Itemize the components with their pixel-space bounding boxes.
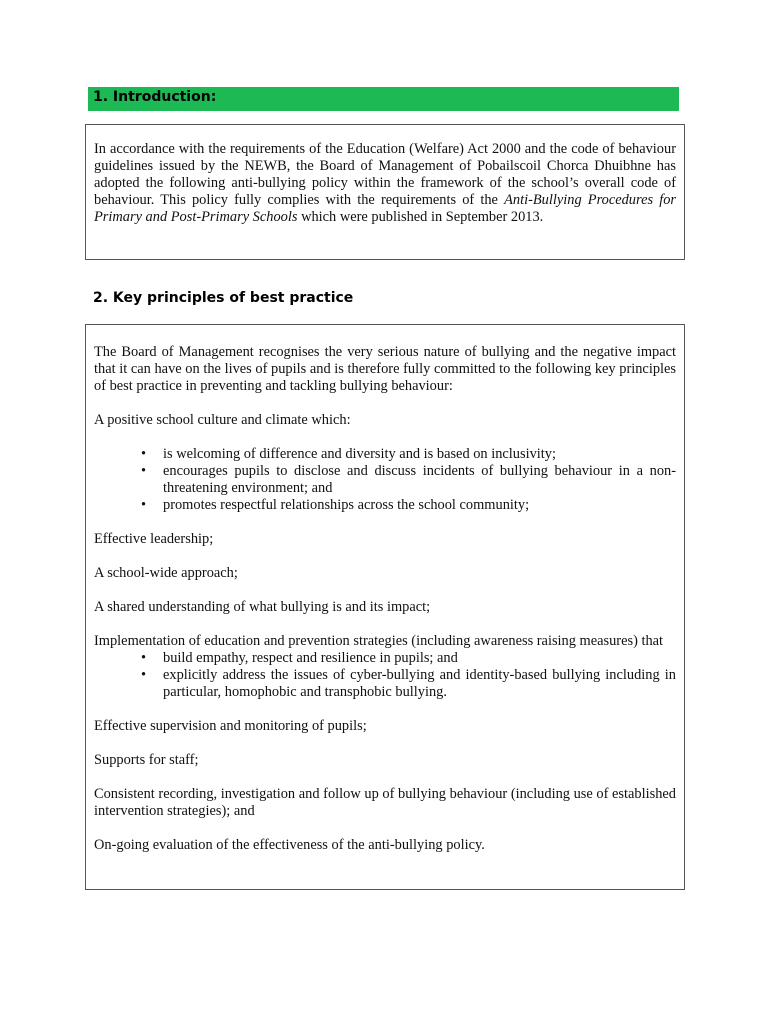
list-item: • explicitly address the issues of cyber-bullying and identity-based bullying including in particular, homophobic and transphobic bullying. <box>94 667 676 701</box>
implementation-list <box>94 650 676 701</box>
procedures-title: Anti-Bullying Procedures for Primary and Post-Primary Schools <box>94 192 676 225</box>
introduction-text-part2: which were published in September 2013. <box>301 209 544 225</box>
key-principles-intro: The Board of Management recognises the very serious nature of bullying and the negative impact that it can have on the lives of pupils and is therefore fully committed to the following key principles of best practice in preventing and tackling bullying behaviour: <box>94 344 676 394</box>
principle-recording: Consistent recording, investigation and follow up of bullying behaviour (including use of established intervention strategies); and <box>94 786 676 819</box>
introduction-box <box>85 124 685 260</box>
introduction-paragraph <box>94 141 676 226</box>
principle-leadership: Effective leadership; <box>94 531 214 547</box>
list-item: • promotes respectful relationships across the school community; <box>94 497 676 514</box>
list-item: • encourages pupils to disclose and discuss incidents of bullying behaviour in a non-threatening environment; and <box>94 463 676 497</box>
principle-evaluation: On-going evaluation of the effectiveness of the anti-bullying policy. <box>94 837 485 853</box>
list-item: • is welcoming of difference and diversity and is based on inclusivity; <box>94 446 676 463</box>
key-principles-box <box>85 324 685 890</box>
principle-shared-understanding: A shared understanding of what bullying is and its impact; <box>94 599 431 615</box>
section-1-heading: 1. Introduction: <box>88 87 679 111</box>
principle-school-wide: A school-wide approach; <box>94 565 238 581</box>
introduction-text-part1: In accordance with the requirements of the Education (Welfare) Act 2000 and the code of behaviour guidelines issued by the NEWB, the Board of Management of Pobailscoil Chorca Dhuibhne has adopted the following anti-bullying policy within the framework of the school’s overall code of behaviour. This policy fully complies with the requirements of the <box>94 141 676 208</box>
culture-label: A positive school culture and climate which: <box>94 412 351 428</box>
culture-list <box>94 446 676 514</box>
list-item: • build empathy, respect and resilience in pupils; and <box>94 650 676 667</box>
principle-supervision: Effective supervision and monitoring of pupils; <box>94 718 367 734</box>
principle-implementation: Implementation of education and prevention strategies (including awareness raising measures) that <box>94 633 664 649</box>
section-2-heading: 2. Key principles of best practice <box>93 290 354 306</box>
principle-supports: Supports for staff; <box>94 752 199 768</box>
